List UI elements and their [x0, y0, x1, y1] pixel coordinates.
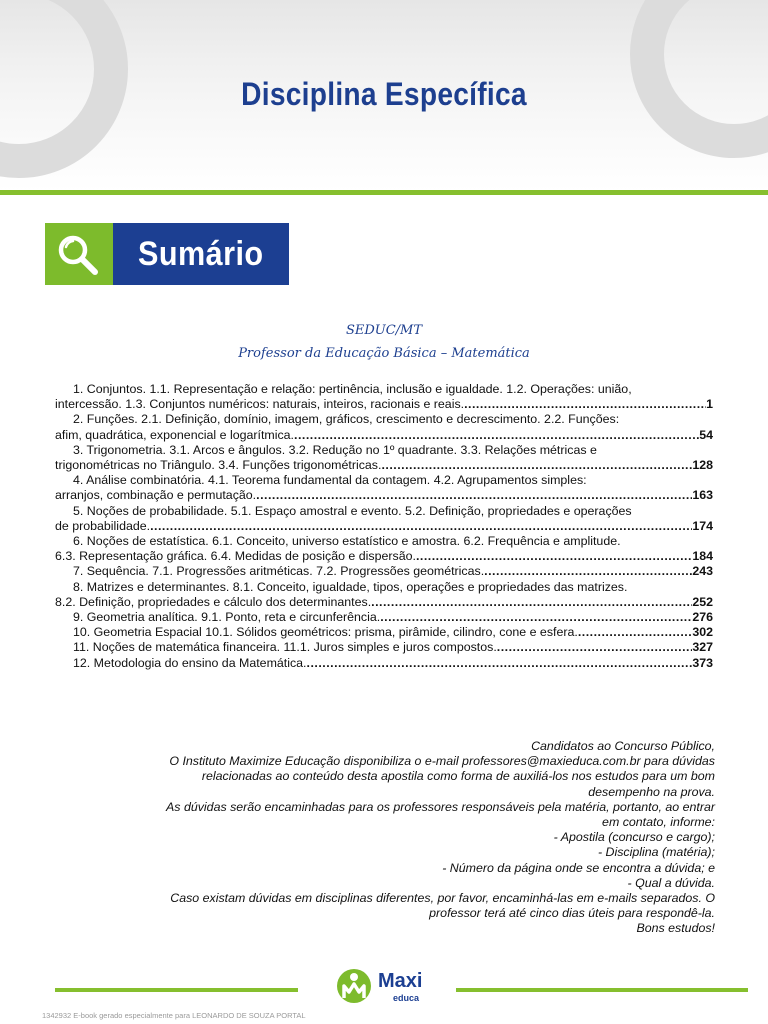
toc-entry-text: 5. Noções de probabilidade. 5.1. Espaço amostral e evento. 5.2. Definição, propriedades e operações — [73, 503, 632, 518]
toc-entry — [55, 443, 713, 473]
toc-entry-text: 3. Trigonometria. 3.1. Arcos e ângulos. 3.2. Redução no 1º quadrante. 3.3. Relações métricas e — [73, 442, 597, 457]
toc-entry-text: intercessão. 1.3. Conjuntos numéricos: naturais, inteiros, racionais e reais. — [55, 397, 465, 412]
toc-entry-line — [55, 549, 713, 564]
toc-page-number: 252 — [692, 594, 713, 609]
toc-entry — [55, 504, 713, 534]
notice-line: - Qual a dúvida. — [627, 875, 715, 890]
toc-entry-line — [55, 610, 713, 625]
toc-entry-text: 8. Matrizes e determinantes. 8.1. Conceito, igualdade, tipos, operações e propriedades das matrizes. — [73, 579, 628, 594]
toc-entry — [55, 473, 713, 503]
toc-entry-line — [55, 428, 713, 443]
notice-line: - Disciplina (matéria); — [597, 845, 715, 860]
toc-entry-text: 11. Noções de matemática financeira. 11.1. Juros simples e juros compostos. — [73, 640, 497, 655]
toc-entry — [55, 656, 713, 671]
toc-entry-line — [55, 412, 713, 427]
footer-note: 1342932 E-book gerado especialmente para LEONARDO DE SOUZA PORTAL — [42, 1011, 306, 1020]
toc-entry-text: trigonométricas no Triângulo. 3.4. Funções trigonométricas. — [55, 458, 382, 473]
toc-entry-text: afim, quadrática, exponencial e logarítmica. — [55, 427, 294, 442]
exam-role: Professor da Educação Básica – Matemática — [238, 346, 530, 361]
toc-leader-dots — [294, 428, 699, 443]
notice-text — [60, 739, 715, 937]
notice-line: Bons estudos! — [636, 921, 715, 936]
magnifier-icon — [45, 223, 113, 285]
notice-line: O Instituto Maximize Educação disponibiliza o e-mail professores@maxieduca.com.br para dúvidas — [169, 754, 715, 769]
toc-page-number: 276 — [692, 610, 713, 625]
toc-entry — [55, 610, 713, 625]
header-band — [0, 0, 768, 192]
header-divider — [0, 190, 768, 195]
toc-leader-dots — [578, 625, 692, 640]
toc-entry-line — [55, 625, 713, 640]
toc-entry-line — [55, 458, 713, 473]
toc-entry-text: 9. Geometria analítica. 9.1. Ponto, reta e circunferência. — [73, 610, 381, 625]
notice-line: Candidatos ao Concurso Público, — [531, 739, 715, 753]
sumario-label: Sumário — [113, 223, 289, 285]
notice-line: - Apostila (concurso e cargo); — [553, 830, 715, 845]
toc-entry — [55, 382, 713, 412]
toc-entry — [55, 625, 713, 640]
logo-wordmark: Maxi — [378, 970, 423, 992]
toc-entry-line — [55, 488, 713, 503]
footer-divider — [55, 988, 298, 992]
toc-entry-text: 4. Análise combinatória. 4.1. Teorema fundamental da contagem. 4.2. Agrupamentos simples: — [73, 473, 587, 488]
toc-entry-line — [55, 580, 713, 595]
toc-leader-dots — [307, 656, 693, 671]
footer-divider — [456, 988, 748, 992]
toc-entry-text: 10. Geometria Espacial 10.1. Sólidos geométricos: prisma, pirâmide, cilindro, cone e esfera. — [73, 625, 578, 640]
toc-entry — [55, 564, 713, 579]
toc-page-number: 302 — [692, 625, 713, 640]
toc-entry-text: 6.3. Representação gráfica. 6.4. Medidas de posição e dispersão. — [55, 549, 416, 564]
page-title: Disciplina Específica — [241, 76, 527, 112]
toc-page-number: 128 — [692, 458, 713, 473]
toc-entry — [55, 580, 713, 610]
toc-leader-dots — [256, 488, 692, 503]
notice-line: desempenho na prova. — [588, 784, 715, 799]
toc-entry-text: de probabilidade. — [55, 518, 151, 533]
toc-entry-line — [55, 656, 713, 671]
toc-entry — [55, 412, 713, 442]
toc-entry-text: 12. Metodologia do ensino da Matemática. — [73, 655, 307, 670]
toc-page-number: 184 — [692, 549, 713, 564]
toc-leader-dots — [371, 595, 692, 610]
toc-leader-dots — [381, 458, 692, 473]
toc-entry-line — [55, 519, 713, 534]
notice-line: Caso existam dúvidas em disciplinas diferentes, por favor, encaminhá-las em e-mails separados. O — [170, 891, 715, 906]
toc-entry-line — [55, 595, 713, 610]
toc-leader-dots — [150, 519, 692, 534]
toc-page-number: 243 — [692, 564, 713, 579]
toc-entry-text: arranjos, combinação e permutação. — [55, 488, 257, 503]
toc-entry — [55, 534, 713, 564]
toc-entry-text: 7. Sequência. 7.1. Progressões aritméticas. 7.2. Progressões geométricas. — [73, 564, 485, 579]
toc-entry-text: 6. Noções de estatística. 6.1. Conceito, universo estatístico e amostra. 6.2. Frequência e amplitude. — [73, 534, 621, 549]
exam-name: SEDUC/MT — [345, 323, 423, 338]
notice-line: relacionadas ao conteúdo desta apostila como forma de auxiliá-los nos estudos para um bom — [201, 769, 715, 784]
notice-line: em contato, informe: — [602, 815, 715, 830]
toc-entry-line — [55, 640, 713, 655]
toc-leader-dots — [416, 549, 692, 564]
toc-entry-text: 1. Conjuntos. 1.1. Representação e relação: pertinência, inclusão e igualdade. 1.2. Operações: união, — [73, 382, 632, 396]
toc-leader-dots — [380, 610, 692, 625]
toc-page-number: 327 — [692, 640, 713, 655]
toc-entry-line — [55, 443, 713, 458]
sumario-banner — [45, 223, 289, 285]
toc-entry-line — [55, 397, 713, 412]
toc-entry-line — [55, 504, 713, 519]
logo-subtitle: educa — [393, 993, 420, 1003]
toc-leader-dots — [497, 640, 693, 655]
notice-line: As dúvidas serão encaminhadas para os professores responsáveis pela matéria, portanto, ao entrar — [166, 799, 715, 814]
toc-page-number: 174 — [692, 518, 713, 533]
toc-leader-dots — [464, 397, 706, 412]
toc-entry-line — [55, 382, 713, 397]
notice-line: professor terá até cinco dias úteis para respondê-la. — [429, 906, 715, 921]
toc-leader-dots — [484, 564, 692, 579]
toc-page-number: 1 — [706, 397, 713, 412]
toc-entry — [55, 640, 713, 655]
toc-entry-line — [55, 534, 713, 549]
toc-page-number: 54 — [699, 427, 713, 442]
notice-line: - Número da página onde se encontra a dúvida; e — [442, 860, 715, 875]
table-of-contents — [55, 382, 713, 671]
toc-page-number: 163 — [692, 488, 713, 503]
toc-entry-line — [55, 473, 713, 488]
toc-entry-text: 8.2. Definição, propriedades e cálculo dos determinantes. — [55, 594, 372, 609]
toc-entry-line — [55, 564, 713, 579]
toc-page-number: 373 — [692, 655, 713, 670]
toc-entry-text: 2. Funções. 2.1. Definição, domínio, imagem, gráficos, crescimento e decrescimento. 2.2. Funções: — [73, 412, 620, 427]
